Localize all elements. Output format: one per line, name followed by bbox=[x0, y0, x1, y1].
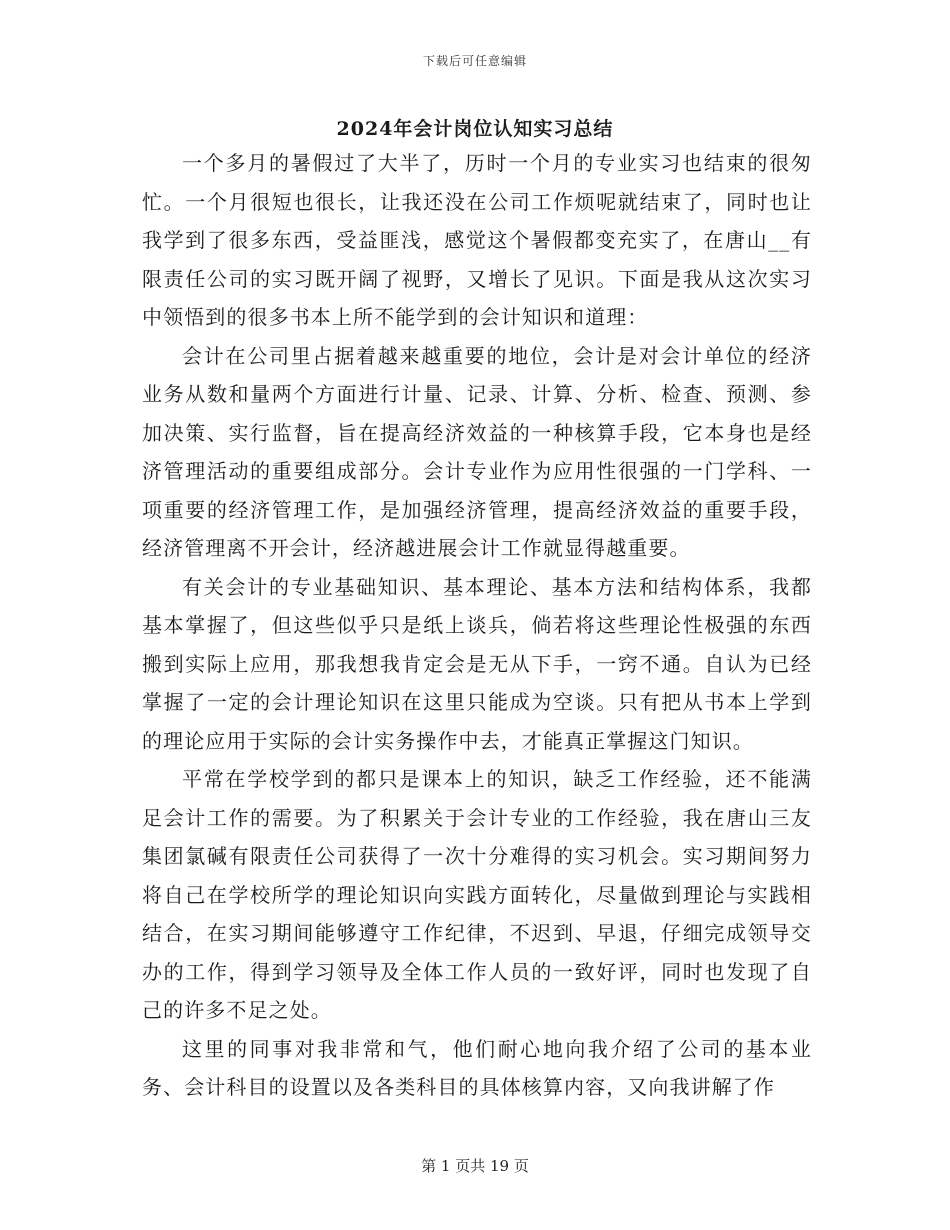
paragraph: 会计在公司里占据着越来越重要的地位，会计是对会计单位的经济业务从数和量两个方面进行计量、记录、计算、分析、检查、预测、参加决策、实行监督，旨在提高经济效益的一种核算手段，它本身也是经济管理活动的重要组成部分。会计专业作为应用性很强的一门学科、一项重要的经济管理工作，是加强经济管理，提高经济效益的重要手段，经济管理离不开会计，经济越进展会计工作就显得越重要。 bbox=[142, 343, 812, 560]
page-header-note: 下载后可任意编辑 bbox=[422, 54, 527, 68]
paragraph: 平常在学校学到的都只是课本上的知识，缺乏工作经验，还不能满足会计工作的需要。为了积累关于会计专业的工作经验，我在唐山三友集团氯碱有限责任公司获得了一次十分难得的实习机会。实习期间努力将自己在学校所学的理论知识向实践方面转化，尽量做到理论与实践相结合，在实习期间能够遵守工作纪律，不迟到、早退，仔细完成领导交办的工作，得到学习领导及全体工作人员的一致好评，同时也发现了自己的许多不足之处。 bbox=[142, 767, 812, 1022]
paragraph: 这里的同事对我非常和气，他们耐心地向我介绍了公司的基本业务、会计科目的设置以及各类科目的具体核算内容，又向我讲解了作 bbox=[142, 1036, 812, 1099]
document-title: 2024年会计岗位认知实习总结 bbox=[336, 118, 614, 140]
document-body bbox=[142, 144, 812, 1107]
paragraph: 一个多月的暑假过了大半了，历时一个月的专业实习也结束的很匆忙。一个月很短也很长，让我还没在公司工作烦呢就结束了，同时也让我学到了很多东西，受益匪浅，感觉这个暑假都变充实了，在唐山__有限责任公司的实习既开阔了视野，又增长了见识。下面是我从这次实习中领悟到的很多书本上所不能学到的会计知识和道理： bbox=[142, 151, 812, 329]
paragraph: 有关会计的专业基础知识、基本理论、基本方法和结构体系，我都基本掌握了，但这些似乎只是纸上谈兵，倘若将这些理论性极强的东西搬到实际上应用，那我想我肯定会是无从下手，一窍不通。自认为已经掌握了一定的会计理论知识在这里只能成为空谈。只有把从书本上学到的理论应用于实际的会计实务操作中去，才能真正掌握这门知识。 bbox=[142, 574, 812, 753]
page-footer-number: 第 1 页共 19 页 bbox=[421, 1157, 529, 1175]
